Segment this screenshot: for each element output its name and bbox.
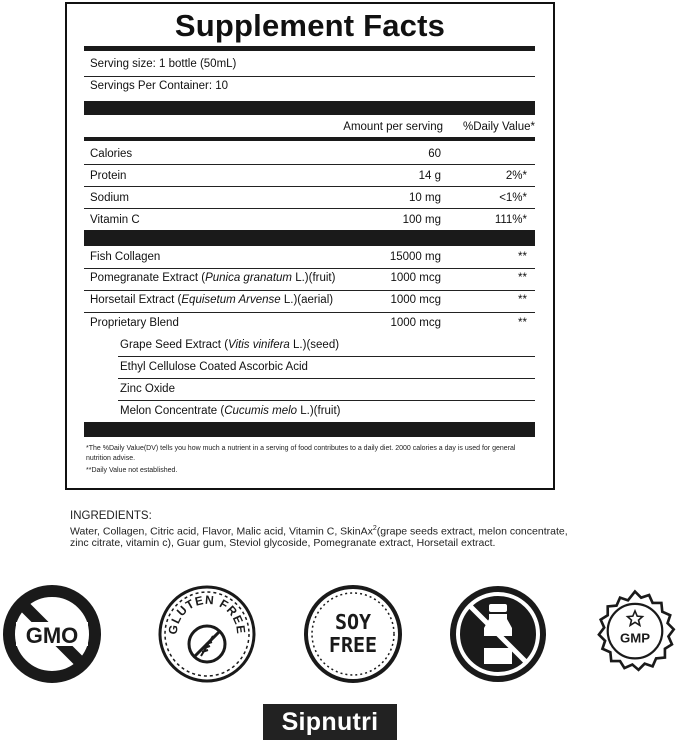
active-name: Horsetail Extract (Equisetum Arvense L.)(aerial) xyxy=(90,294,334,306)
svg-text:GLUTEN FREE xyxy=(166,593,249,636)
footnote-dv: *The %Daily Value(DV) tells you how much a nutrient in a serving of food contributes to a daily diet. 2000 calories a day is used for general nutrition advise. xyxy=(86,445,516,462)
col-amount-header: Amount per serving xyxy=(343,121,443,133)
active-name: Proprietary Blend xyxy=(90,317,179,329)
divider xyxy=(84,312,535,313)
active-amount: 1000 mcg xyxy=(390,294,441,306)
divider xyxy=(118,400,535,401)
active-amount: 1000 mcg xyxy=(390,317,441,329)
blend-item: Grape Seed Extract (Vitis vinifera L.)(seed) xyxy=(120,339,340,351)
gmp-label: GMP xyxy=(619,630,651,646)
nutrient-dv: <1%* xyxy=(499,192,527,204)
facts-title: Supplement Facts xyxy=(174,8,446,43)
gmo-label: GMO xyxy=(25,623,79,648)
blend-item: Ethyl Cellulose Coated Ascorbic Acid xyxy=(120,361,308,373)
header-rule xyxy=(84,137,535,141)
no-gmo-icon xyxy=(2,584,102,684)
thick-rule xyxy=(84,422,535,437)
divider xyxy=(84,164,535,165)
soy-free-icon xyxy=(303,584,403,684)
no-dairy-bottle-icon xyxy=(448,584,548,684)
divider xyxy=(84,268,535,269)
ingredients-text: Water, Collagen, Citric acid, Flavor, Malic acid, Vitamin C, SkinAx$^2$(grape seeds extract, melon concentrate, zinc citrate, vitamin c), Guar gum, Steviol glycoside, Pomegranate extract, Horsetail extract. xyxy=(70,525,568,549)
col-dv-header: %Daily Value* xyxy=(462,121,535,133)
serving-size: Serving size: 1 bottle (50mL) xyxy=(90,58,237,70)
nutrient-name: Sodium xyxy=(90,192,129,204)
blend-item: Zinc Oxide xyxy=(120,383,175,395)
servings-per-container: Servings Per Container: 10 xyxy=(90,80,229,92)
divider xyxy=(118,378,535,379)
divider xyxy=(84,208,535,209)
title-rule xyxy=(84,46,535,51)
ingredients-heading: INGREDIENTS: xyxy=(70,510,152,522)
active-dv: ** xyxy=(518,251,527,263)
footnote-not-established: **Daily Value not established. xyxy=(86,467,178,474)
thick-rule xyxy=(84,101,535,115)
supplement-facts-panel xyxy=(65,2,555,490)
gluten-free-label: GLUTEN FREE xyxy=(165,592,249,636)
gmp-seal-icon xyxy=(591,588,679,680)
thick-rule xyxy=(84,230,535,246)
divider xyxy=(84,76,535,77)
active-name: Pomegranate Extract (Punica granatum L.)(fruit) xyxy=(90,272,336,284)
active-dv: ** xyxy=(518,317,527,329)
soy-label: SOY xyxy=(334,610,372,634)
nutrient-name: Calories xyxy=(90,148,133,160)
nutrient-amount: 10 mg xyxy=(409,192,441,204)
nutrient-amount: 14 g xyxy=(418,170,441,182)
active-amount: 1000 mcg xyxy=(390,272,441,284)
active-dv: ** xyxy=(518,294,527,306)
divider xyxy=(84,290,535,291)
divider xyxy=(84,186,535,187)
divider xyxy=(118,356,535,357)
brand-logo: Sipnutri xyxy=(263,704,397,740)
nutrient-amount: 100 mg xyxy=(402,214,441,226)
nutrient-amount: 60 xyxy=(428,148,441,160)
nutrient-dv: 2%* xyxy=(505,170,527,182)
free-label: FREE xyxy=(328,633,378,657)
nutrient-name: Vitamin C xyxy=(90,214,140,226)
nutrient-dv: 111%* xyxy=(494,214,527,226)
gluten-free-icon xyxy=(157,584,257,684)
blend-item: Melon Concentrate (Cucumis melo L.)(fruit) xyxy=(120,405,341,417)
active-dv: ** xyxy=(518,272,527,284)
active-amount: 15000 mg xyxy=(389,251,441,263)
nutrient-name: Protein xyxy=(90,170,127,182)
active-name: Fish Collagen xyxy=(90,251,161,263)
